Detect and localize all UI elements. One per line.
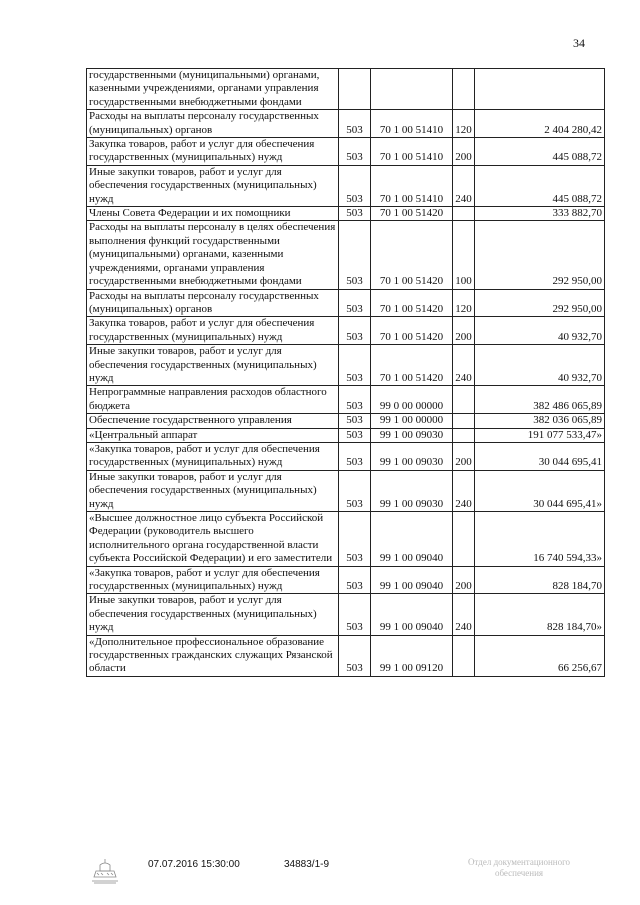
budget-table	[86, 68, 605, 677]
page-number: 34	[573, 36, 585, 50]
row-name: «Закупка товаров, работ и услуг для обеспечения государственных (муниципальных) нужд	[87, 442, 339, 470]
row-name: «Центральный аппарат	[87, 428, 339, 442]
table-row	[87, 594, 605, 635]
row-csr-code: 99 1 00 09040	[371, 512, 453, 567]
row-name: «Закупка товаров, работ и услуг для обеспечения государственных (муниципальных) нужд	[87, 566, 339, 594]
table-row	[87, 207, 605, 221]
row-name: «Дополнительное профессиональное образование государственных гражданских служащих Рязанской области	[87, 635, 339, 676]
footer-dept-line1: Отдел документационного	[467, 857, 571, 867]
footer-department	[446, 857, 592, 879]
row-name: государственными (муниципальными) органами, казенными учреждениями, органами управления государственными внебюджетными фондами	[87, 69, 339, 110]
row-gr-code: 503	[339, 221, 371, 289]
row-amount: 30 044 695,41»	[475, 470, 605, 511]
row-name: Расходы на выплаты персоналу государственных (муниципальных) органов	[87, 289, 339, 317]
table-row	[87, 512, 605, 567]
table-row	[87, 221, 605, 289]
row-name: Расходы на выплаты персоналу в целях обеспечения выполнения функций государственными (муниципальными) органами, казенными учреждениями, органами управления государственными внебюджетными фондами	[87, 221, 339, 289]
row-amount: 382 486 065,89	[475, 386, 605, 414]
row-csr-code: 99 0 00 00000	[371, 386, 453, 414]
row-vr-code: 120	[453, 289, 475, 317]
row-csr-code: 99 1 00 09040	[371, 566, 453, 594]
table-row	[87, 635, 605, 676]
footer-reg-number: 34883/1-9	[284, 859, 330, 870]
table-row	[87, 566, 605, 594]
table-row	[87, 428, 605, 442]
row-name: Обеспечение государственного управления	[87, 414, 339, 428]
row-csr-code	[371, 69, 453, 110]
row-vr-code: 240	[453, 165, 475, 206]
row-vr-code: 200	[453, 566, 475, 594]
emblem-stamp-icon	[88, 857, 122, 885]
row-amount: 30 044 695,41	[475, 442, 605, 470]
row-gr-code: 503	[339, 207, 371, 221]
row-vr-code	[453, 207, 475, 221]
row-name: Непрограммные направления расходов областного бюджета	[87, 386, 339, 414]
row-csr-code: 70 1 00 51410	[371, 138, 453, 166]
table-row	[87, 470, 605, 511]
table-row	[87, 138, 605, 166]
row-gr-code: 503	[339, 289, 371, 317]
row-csr-code: 70 1 00 51420	[371, 317, 453, 345]
row-vr-code	[453, 414, 475, 428]
row-amount: 2 404 280,42	[475, 110, 605, 138]
row-vr-code: 200	[453, 138, 475, 166]
row-amount: 445 088,72	[475, 138, 605, 166]
row-name: «Высшее должностное лицо субъекта Российской Федерации (руководитель высшего исполнительного органа государственной власти субъекта Российской Федерации) и его заместители	[87, 512, 339, 567]
table-row	[87, 317, 605, 345]
footer-datetime: 07.07.2016 15:30:00	[148, 859, 240, 870]
row-vr-code	[453, 512, 475, 567]
row-csr-code: 99 1 00 09030	[371, 428, 453, 442]
row-csr-code: 99 1 00 09040	[371, 594, 453, 635]
row-gr-code: 503	[339, 345, 371, 386]
row-gr-code: 503	[339, 165, 371, 206]
row-name: Закупка товаров, работ и услуг для обеспечения государственных (муниципальных) нужд	[87, 317, 339, 345]
row-vr-code: 100	[453, 221, 475, 289]
row-gr-code: 503	[339, 428, 371, 442]
table-row	[87, 165, 605, 206]
row-gr-code: 503	[339, 442, 371, 470]
row-csr-code: 70 1 00 51410	[371, 110, 453, 138]
row-gr-code	[339, 69, 371, 110]
row-name: Закупка товаров, работ и услуг для обеспечения государственных (муниципальных) нужд	[87, 138, 339, 166]
row-gr-code: 503	[339, 512, 371, 567]
row-name: Иные закупки товаров, работ и услуг для обеспечения государственных (муниципальных) нужд	[87, 345, 339, 386]
table-row	[87, 414, 605, 428]
row-amount: 292 950,00	[475, 221, 605, 289]
row-vr-code	[453, 428, 475, 442]
row-gr-code: 503	[339, 138, 371, 166]
row-vr-code: 240	[453, 345, 475, 386]
footer-dept-line2: обеспечения	[494, 868, 544, 878]
row-csr-code: 70 1 00 51420	[371, 221, 453, 289]
table-row	[87, 69, 605, 110]
row-csr-code: 70 1 00 51420	[371, 207, 453, 221]
row-amount: 40 932,70	[475, 345, 605, 386]
row-csr-code: 70 1 00 51420	[371, 345, 453, 386]
footer	[0, 857, 640, 887]
row-gr-code: 503	[339, 594, 371, 635]
row-amount: 66 256,67	[475, 635, 605, 676]
row-amount: 292 950,00	[475, 289, 605, 317]
row-gr-code: 503	[339, 110, 371, 138]
table-body	[87, 69, 605, 677]
row-csr-code: 99 1 00 09030	[371, 442, 453, 470]
row-amount: 40 932,70	[475, 317, 605, 345]
row-name: Иные закупки товаров, работ и услуг для обеспечения государственных (муниципальных) нужд	[87, 165, 339, 206]
row-csr-code: 99 1 00 09120	[371, 635, 453, 676]
table-row	[87, 386, 605, 414]
row-csr-code: 70 1 00 51410	[371, 165, 453, 206]
row-gr-code: 503	[339, 470, 371, 511]
row-name: Расходы на выплаты персоналу государственных (муниципальных) органов	[87, 110, 339, 138]
table-row	[87, 442, 605, 470]
row-vr-code: 200	[453, 442, 475, 470]
row-amount: 828 184,70	[475, 566, 605, 594]
row-name: Иные закупки товаров, работ и услуг для обеспечения государственных (муниципальных) нужд	[87, 594, 339, 635]
row-amount: 191 077 533,47»	[475, 428, 605, 442]
row-gr-code: 503	[339, 566, 371, 594]
row-amount: 828 184,70»	[475, 594, 605, 635]
row-vr-code: 240	[453, 470, 475, 511]
table-row	[87, 289, 605, 317]
row-gr-code: 503	[339, 635, 371, 676]
row-amount: 16 740 594,33»	[475, 512, 605, 567]
row-gr-code: 503	[339, 386, 371, 414]
table-row	[87, 345, 605, 386]
row-gr-code: 503	[339, 317, 371, 345]
row-csr-code: 70 1 00 51420	[371, 289, 453, 317]
row-amount	[475, 69, 605, 110]
row-vr-code: 200	[453, 317, 475, 345]
row-csr-code: 99 1 00 00000	[371, 414, 453, 428]
row-name: Члены Совета Федерации и их помощники	[87, 207, 339, 221]
row-csr-code: 99 1 00 09030	[371, 470, 453, 511]
row-vr-code: 120	[453, 110, 475, 138]
row-vr-code	[453, 69, 475, 110]
row-amount: 445 088,72	[475, 165, 605, 206]
row-vr-code	[453, 386, 475, 414]
row-vr-code	[453, 635, 475, 676]
row-vr-code: 240	[453, 594, 475, 635]
row-name: Иные закупки товаров, работ и услуг для обеспечения государственных (муниципальных) нужд	[87, 470, 339, 511]
table-row	[87, 110, 605, 138]
row-amount: 333 882,70	[475, 207, 605, 221]
row-amount: 382 036 065,89	[475, 414, 605, 428]
row-gr-code: 503	[339, 414, 371, 428]
